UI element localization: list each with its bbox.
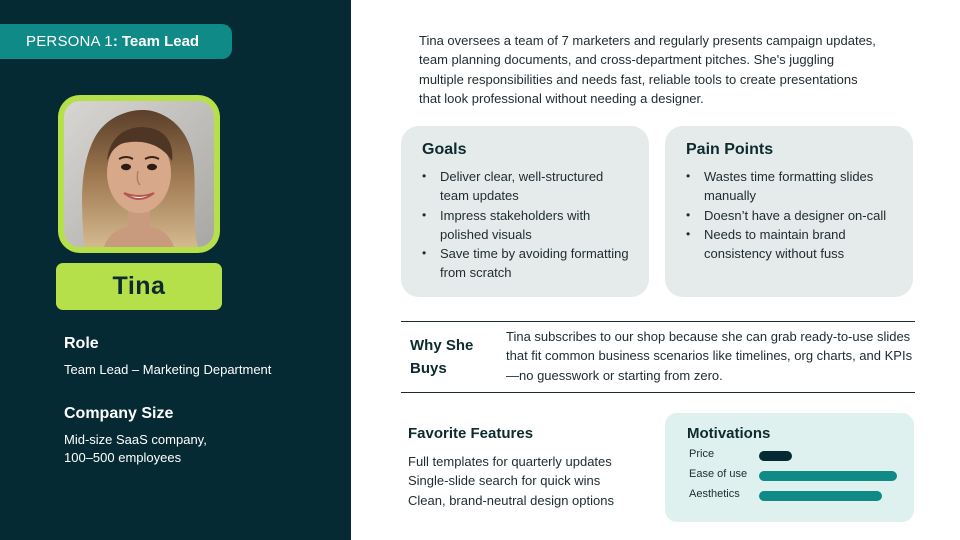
persona-role: Team Lead	[121, 33, 200, 50]
motivation-row	[689, 468, 909, 482]
goals-title: Goals	[422, 141, 467, 158]
motivation-bar	[759, 471, 897, 481]
persona-intro: Tina oversees a team of 7 marketers and regularly presents campaign updates, team planning documents, and cross-department pitches. She's juggling multiple responsibilities and needs fast, reliable tools to create presentations that look professional without needing a designer.	[419, 33, 876, 106]
motivation-label: Ease of use	[689, 468, 748, 480]
why-she-buys-title: Why She Buys	[410, 337, 474, 377]
motivation-track	[759, 451, 897, 461]
goals-card	[401, 126, 649, 297]
company-size-label: Company Size	[64, 405, 174, 422]
motivation-bar	[759, 491, 882, 501]
list-item: • Wastes time formatting slides manually	[704, 167, 893, 206]
motivation-label: Price	[689, 448, 715, 460]
motivation-bar	[759, 451, 792, 461]
favorite-features-title: Favorite Features	[408, 425, 534, 442]
role-value: Team Lead – Marketing Department	[64, 362, 272, 377]
why-she-buys-section	[401, 321, 915, 393]
pain-points-card	[665, 126, 913, 297]
list-item: • Impress stakeholders with polished visuals	[440, 206, 629, 245]
list-item: Clean, brand-neutral design options	[408, 492, 614, 508]
motivation-track	[759, 471, 897, 481]
pain-points-title: Pain Points	[686, 141, 774, 158]
avatar-frame	[58, 95, 220, 253]
list-item: Full templates for quarterly updates	[408, 454, 612, 469]
motivation-row	[689, 488, 909, 502]
left-panel	[0, 0, 351, 540]
motivation-track	[759, 491, 897, 501]
favorite-features-list	[408, 452, 614, 510]
avatar	[64, 101, 214, 247]
company-size-line2: 100–500 employees	[64, 450, 182, 465]
persona-number: PERSONA 1	[26, 33, 113, 50]
pain-points-list	[686, 167, 893, 263]
list-item: • Needs to maintain brand consistency without fuss	[704, 225, 893, 264]
list-item: Single-slide search for quick wins	[408, 473, 601, 489]
list-item: • Doesn’t have a designer on-call	[704, 206, 893, 225]
motivation-row	[689, 448, 909, 462]
why-she-buys-text: Tina subscribes to our shop because she can grab ready-to-use slides that fit common business scenarios like timelines, org charts, and KPIs—no guesswork or starting from zero.	[506, 329, 913, 383]
list-item: • Save time by avoiding formatting from scratch	[440, 244, 629, 283]
persona-name: Tina	[56, 263, 222, 310]
goals-list	[422, 167, 629, 283]
motivations-title: Motivations	[687, 425, 771, 442]
motivation-label: Aesthetics	[689, 488, 740, 500]
persona-colon: :	[112, 33, 118, 50]
persona-tab	[0, 24, 232, 59]
company-size-line1: Mid-size SaaS company,	[64, 432, 207, 447]
list-item: • Deliver clear, well-structured team updates	[440, 167, 629, 206]
motivations-card	[665, 413, 914, 522]
portrait-image	[64, 101, 214, 247]
role-label: Role	[64, 335, 99, 352]
